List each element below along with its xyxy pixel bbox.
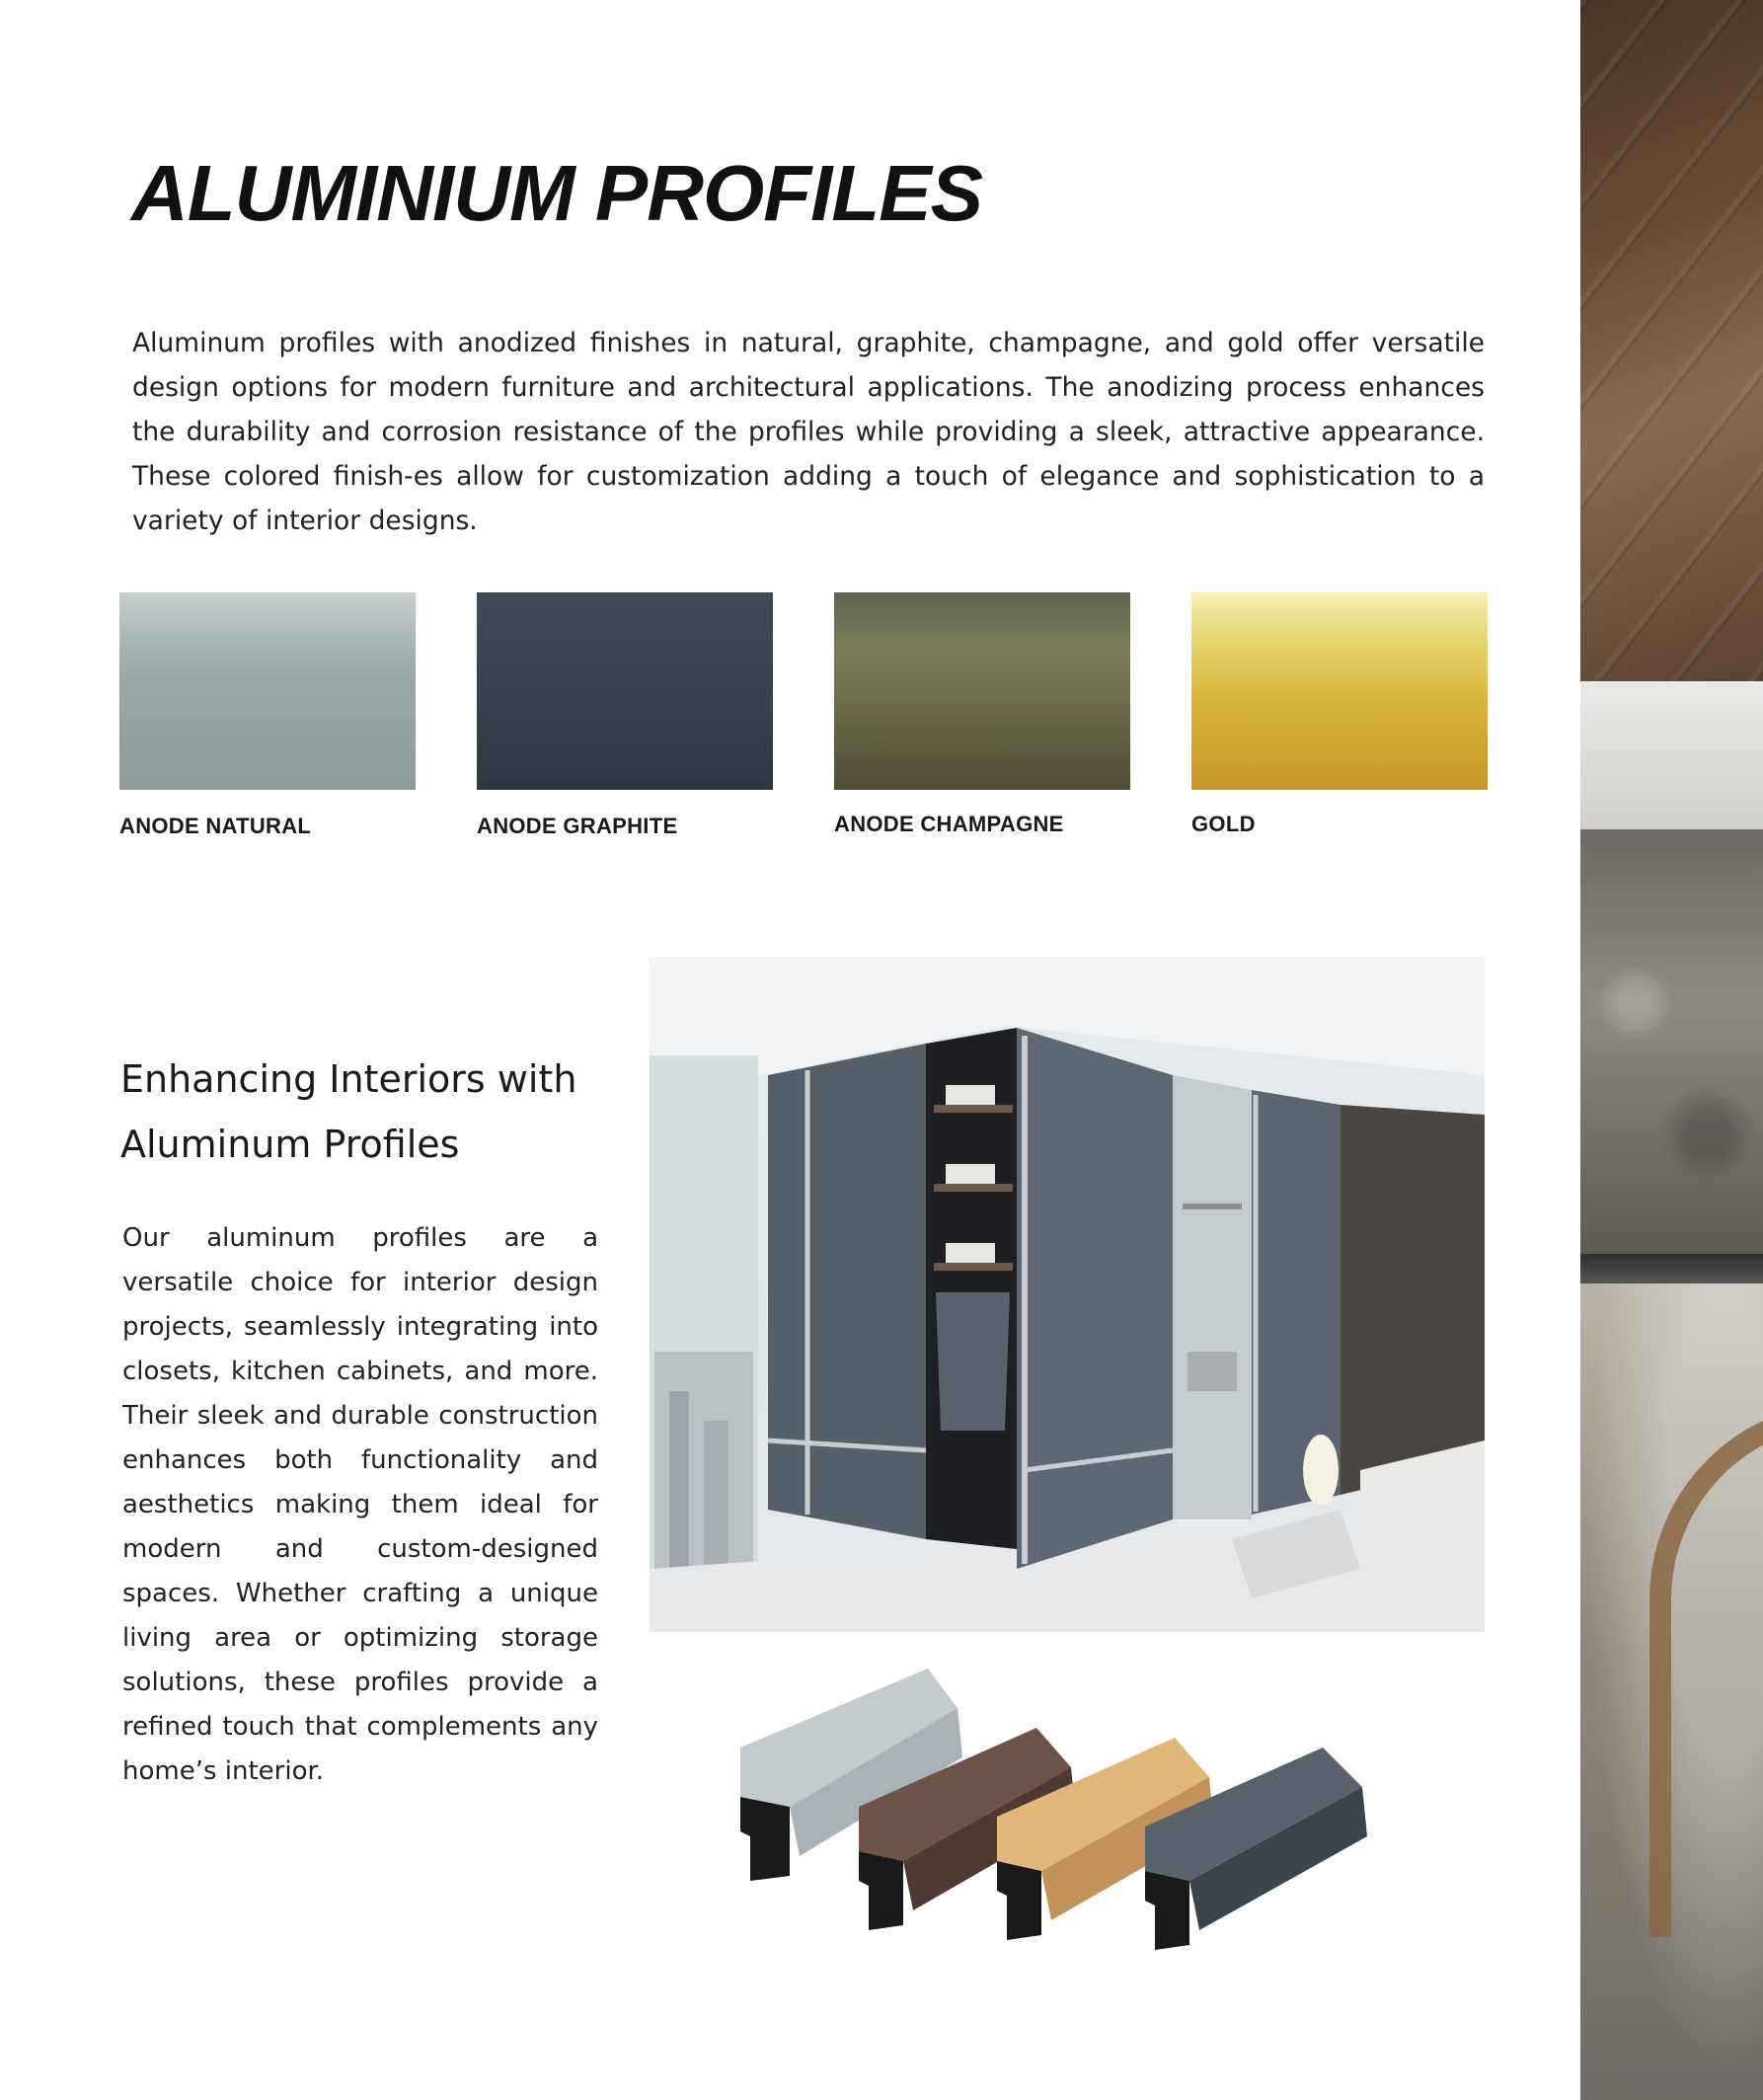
section-body: Our aluminum profiles are a versatile choice for interior design projects, seamlessly integrating into closets, kitchen cabinets, and more. Their sleek and durable construction enhances both functionality and aesthetics making them ideal for modern and custom-designed spaces. Whether crafting a unique living area or optimizing storage solutions, these profiles provide a refined touch that complements any home’s interior. [122,1223,598,1786]
wardrobe-photo [650,957,1485,1632]
swatch-label-gold: GOLD [1191,812,1256,836]
swatch-anode-graphite [477,592,773,790]
swatch-anode-natural [119,592,416,790]
swatch-gold [1191,592,1488,790]
swatch-anode-champagne [834,592,1130,790]
swatch-label-natural: ANODE NATURAL [119,814,312,838]
intro-paragraph: Aluminum profiles with anodized finishes in natural, graphite, champagne, and gold offer versatile design options for modern furniture and architectural applications. The anodizing process enhances the durability and corrosion resistance of the profiles while providing a sleek, attractive appearance. These colored finish-es allow for customization adding a touch of elegance and sophistication to a variety of interior designs. [132,328,1485,536]
swatch-label-graphite: ANODE GRAPHITE [477,814,678,838]
page-title: ALUMINIUM PROFILES [131,149,982,237]
wall-image [1580,681,1763,829]
section-heading: Enhancing Interiors with Aluminum Profiles [120,1057,577,1166]
wardrobe-illustration [650,957,1485,1632]
shelf-image [1580,1254,1763,1283]
swatch-label-champagne: ANODE CHAMPAGNE [834,812,1064,836]
interior-photo-strip [1580,0,1763,2100]
profiles-illustration [730,1669,1402,1955]
profiles-image [730,1669,1402,1955]
wood-ceiling-image [1580,0,1763,681]
concrete-wall-image [1580,829,1763,1264]
